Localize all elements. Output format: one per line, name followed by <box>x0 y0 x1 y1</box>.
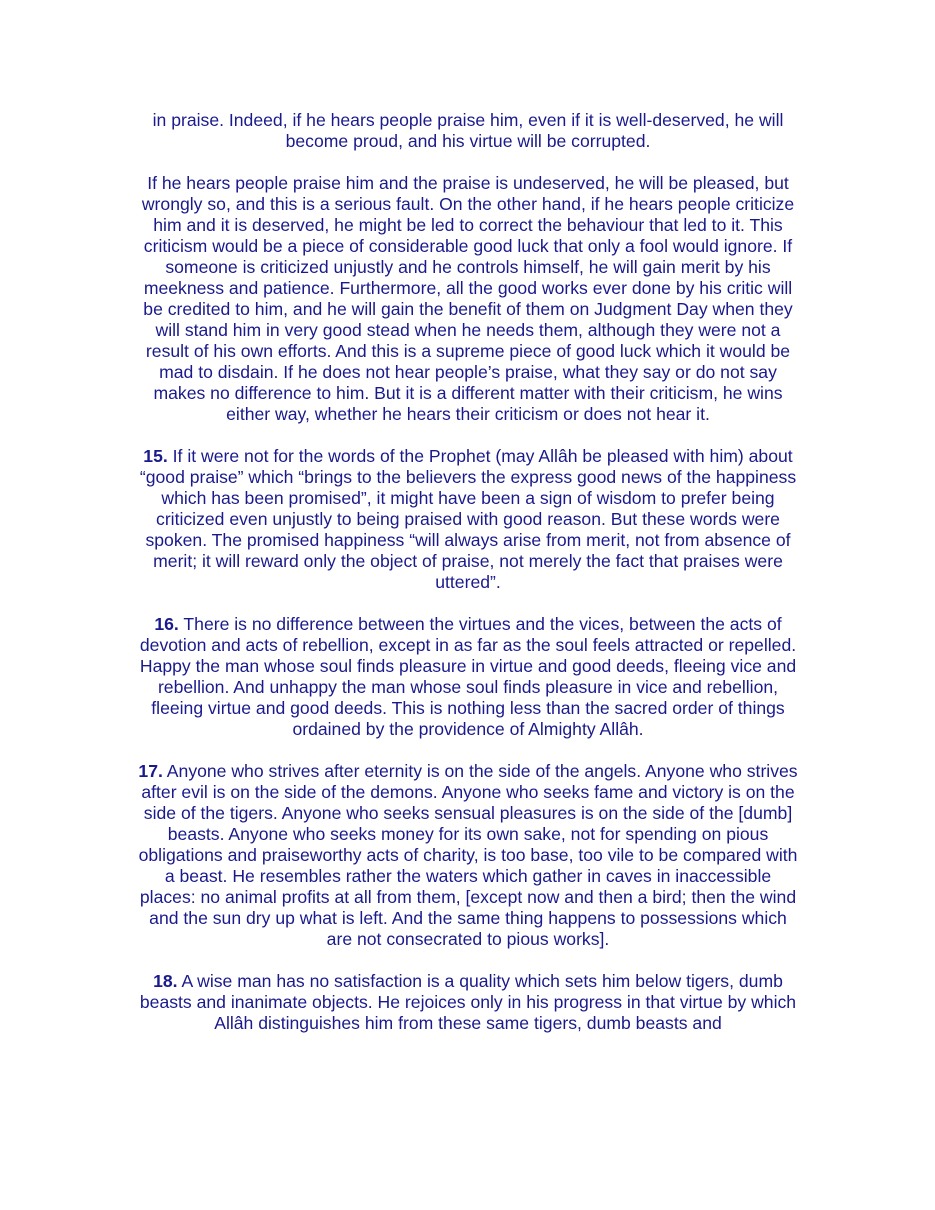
paragraph-text: If he hears people praise him and the praise is undeserved, he will be pleased, but wrongly so, and this is a serious fault. On the other hand, if he hears people criticize him and it is deserved, he might be led to correct the behaviour that led to it. This criticism would be a piece of considerable good luck that only a fool would ignore. If someone is criticized unjustly and he controls himself, he will gain merit by his meekness and patience. Furthermore, all the good works ever done by his critic will be credited to him, and he will gain the benefit of them on Judgment Day when they will stand him in very good stead when he needs them, although they were not a result of his own efforts. And this is a supreme piece of good luck which it would be mad to disdain. If he does not hear people’s praise, what they say or do not say makes no difference to him. But it is a different matter with their criticism, he wins either way, whether he hears their criticism or does not hear it. <box>141 173 795 424</box>
paragraph-text: There is no difference between the virtues and the vices, between the acts of devotion and acts of rebellion, except in as far as the soul feels attracted or repelled. Happy the man whose soul finds pleasure in virtue and good deeds, fleeing vice and rebellion. And unhappy the man whose soul finds pleasure in vice and rebellion, fleeing virtue and good deeds. This is nothing less than the sacred order of things ordained by the providence of Almighty Allâh. <box>139 614 797 739</box>
paragraph-praise-criticism <box>138 173 798 425</box>
document-page <box>138 110 798 1055</box>
paragraph-number: 16. <box>154 614 179 634</box>
paragraph-continuation <box>138 110 798 152</box>
paragraph-16 <box>138 614 798 740</box>
paragraph-15 <box>138 446 798 593</box>
paragraph-text: Anyone who strives after eternity is on the side of the angels. Anyone who strives after evil is on the side of the demons. Anyone who seeks fame and victory is on the side of the tigers. Anyone who seeks sensual pleasures is on the side of the [dumb] beasts. Anyone who seeks money for its own sake, not for spending on pious obligations and praiseworthy acts of charity, is too base, too vile to be compared with a beast. He resembles rather the waters which gather in caves in inaccessible places: no animal profits at all from them, [except now and then a bird; then the wind and the sun dry up what is left. And the same thing happens to possessions which are not consecrated to pious works]. <box>138 761 798 949</box>
paragraph-17 <box>138 761 798 950</box>
paragraph-number: 17. <box>138 761 163 781</box>
paragraph-number: 15. <box>143 446 168 466</box>
paragraph-18 <box>138 971 798 1034</box>
paragraph-text: If it were not for the words of the Prophet (may Allâh be pleased with him) about “good praise” which “brings to the believers the express good news of the happiness which has been promised”, it might have been a sign of wisdom to prefer being criticized even unjustly to being praised with good reason. But these words were spoken. The promised happiness “will always arise from merit, not from absence of merit; it will reward only the object of praise, not merely the fact that praises were uttered”. <box>139 446 797 592</box>
paragraph-text: A wise man has no satisfaction is a quality which sets him below tigers, dumb beasts and inanimate objects. He rejoices only in his progress in that virtue by which Allâh distinguishes him from these same tigers, dumb beasts and <box>139 971 797 1033</box>
paragraph-text: in praise. Indeed, if he hears people praise him, even if it is well-deserved, he will become proud, and his virtue will be corrupted. <box>152 110 784 151</box>
paragraph-number: 18. <box>153 971 178 991</box>
